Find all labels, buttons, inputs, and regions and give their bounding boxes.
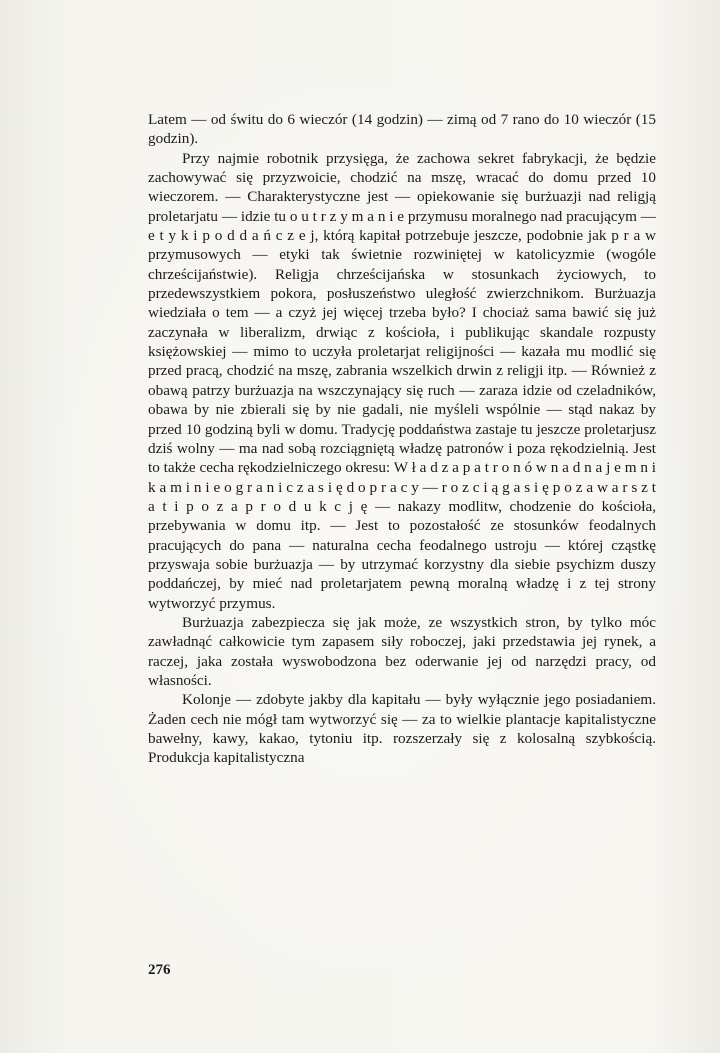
paragraph-1: Latem — od świtu do 6 wieczór (14 godzin) — zimą od 7 rano do 10 wieczór (15 godzin). xyxy=(148,111,656,148)
body-text xyxy=(148,110,656,768)
paragraph-3: Burżuazja zabezpiecza się jak może, ze wszystkich stron, by tylko móc zawładnąć całkowicie tym zapasem siły roboczej, jaki przedstawia jej rynek, a raczej, jaka została wyswobodzona bez oderwanie jej od narzędzi pracy, od własności. xyxy=(148,613,656,689)
paragraph-4: Kolonje — zdobyte jakby dla kapitału — były wyłącznie jego posiadaniem. Żaden cech nie mógł tam wytworzyć się — za to wielkie plantacje kapitalistyczne bawełny, kawy, kakao, tytoniu itp. rozszerzały się z kolosalną szybkością. Produkcja kapitalistyczna xyxy=(148,691,656,767)
page-number: 276 xyxy=(148,962,171,978)
paragraph-2: Przy najmie robotnik przysięga, że zachowa sekret fabrykacji, że będzie zachowywać się przyzwoicie, chodzić na mszę, wracać do domu przed 10 wieczorem. — Charakterystyczne jest — opiekowanie się burżuazji nad religją proletarjatu — idzie tu o u t r z y m a n i e przymusu moralnego nad pracującym — e t y k i p o d d a ń c z e j, którą kapitał potrzebuje jeszcze, podobnie jak p r a w przymusowych — etyki tak świetnie rozwiniętej w katolicyzmie (wogóle chrześcijaństwie). Religja chrześcijańska w stosunkach życiowych, to przedewszystkiem pokora, posłuszeństwo uległość zwierzchnikom. Burżuazja wiedziała o tem — a czyż jej więcej trzeba było? I chociaż sama bawić się już zaczynała w liberalizm, drwiąc z kościoła, i publikując skandale rozpusty księżowskiej — mimo to uczyła proletarjat religijności — kazała mu modlić się przed pracą, chodzić na mszę, zabrania wszelkich drwin z religji itp. — Również z obawą patrzy burżuazja na wszczynający się ruch — zaraza idzie od czeladników, obawa by nie zbierali się by nie gadali, nie myśleli wspólnie — stąd nakaz by przed 10 godziną byli w domu. Tradycję poddaństwa zastaje tu jeszcze proletarjusz dziś wolny — ma nad sobą rozciągniętą władzę patronów i poza rękodzielnią. Jest to także cecha rękodzielniczego okresu: W ł a d z a p a t r o n ó w n a d n a j e m n i k a m i n i e o g r a n i c z a s i ę d o p r a c y — r o z c i ą g a s i ę p o z a w a r s z t a t i p o z a p r o d u k c j ę — nakazy modlitw, chodzenie do kościoła, przebywania w domu itp. — Jest to pozostałość ze stosunków feodalnych pracujących do pana — naturalna cecha feodalnego ustroju — której cząstkę przyswaja sobie burżuazja — by utrzymać korzystny dla siebie psychizm duszy poddańczej, by mieć nad proletarjatem pewną moralną władzę i z tej strony wytworzyć przymus. xyxy=(148,149,656,612)
